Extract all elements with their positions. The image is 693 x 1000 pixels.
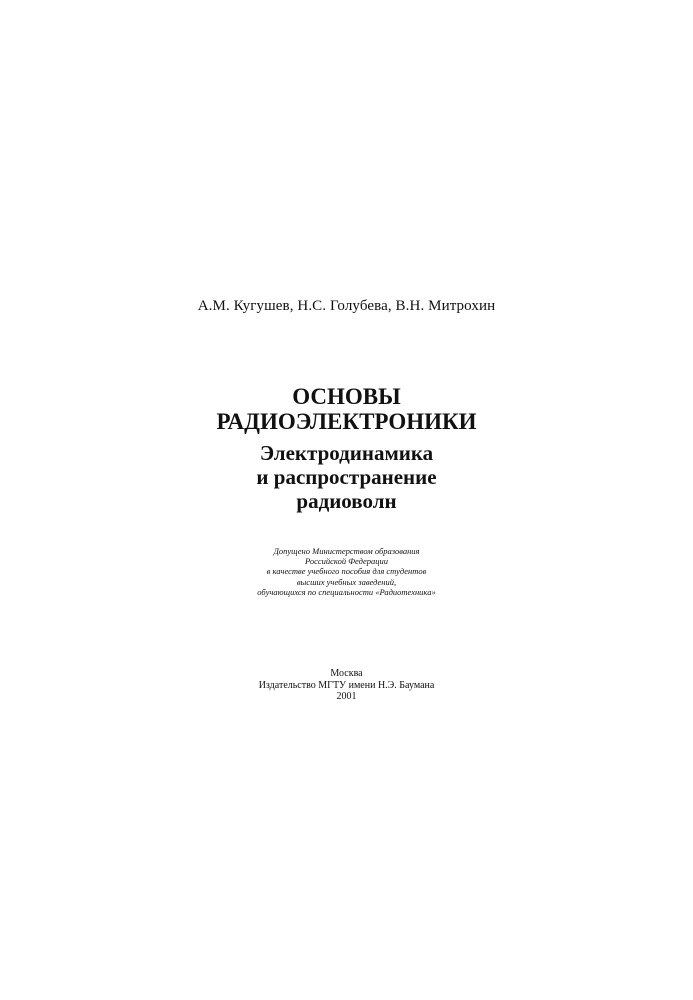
approval-note [0, 546, 693, 597]
subtitle-line: радиоволн [296, 489, 397, 513]
imprint-publisher: Издательство МГТУ имени Н.Э. Баумана [258, 679, 435, 691]
subtitle-line: Электродинамика [259, 441, 434, 465]
imprint [0, 668, 693, 703]
approval-line: обучающихся по специальности «Радиотехника» [257, 586, 436, 597]
title-line: ОСНОВЫ [292, 384, 401, 409]
approval-line: в качестве учебного пособия для студентов [266, 566, 427, 577]
title-line: РАДИОЭЛЕКТРОНИКИ [216, 409, 477, 434]
imprint-year: 2001 [336, 691, 357, 702]
authors: А.М. Кугушев, Н.С. Голубева, В.Н. Митрохин [197, 298, 496, 314]
book-subtitle [0, 441, 693, 513]
imprint-city: Москва [330, 668, 363, 679]
approval-line: Российской Федерации [304, 556, 389, 567]
approval-line: высших учебных заведений, [296, 576, 397, 587]
subtitle-line: и распространение [256, 465, 437, 489]
approval-line: Допущено Министерством образования [273, 546, 420, 556]
book-title [0, 384, 693, 434]
